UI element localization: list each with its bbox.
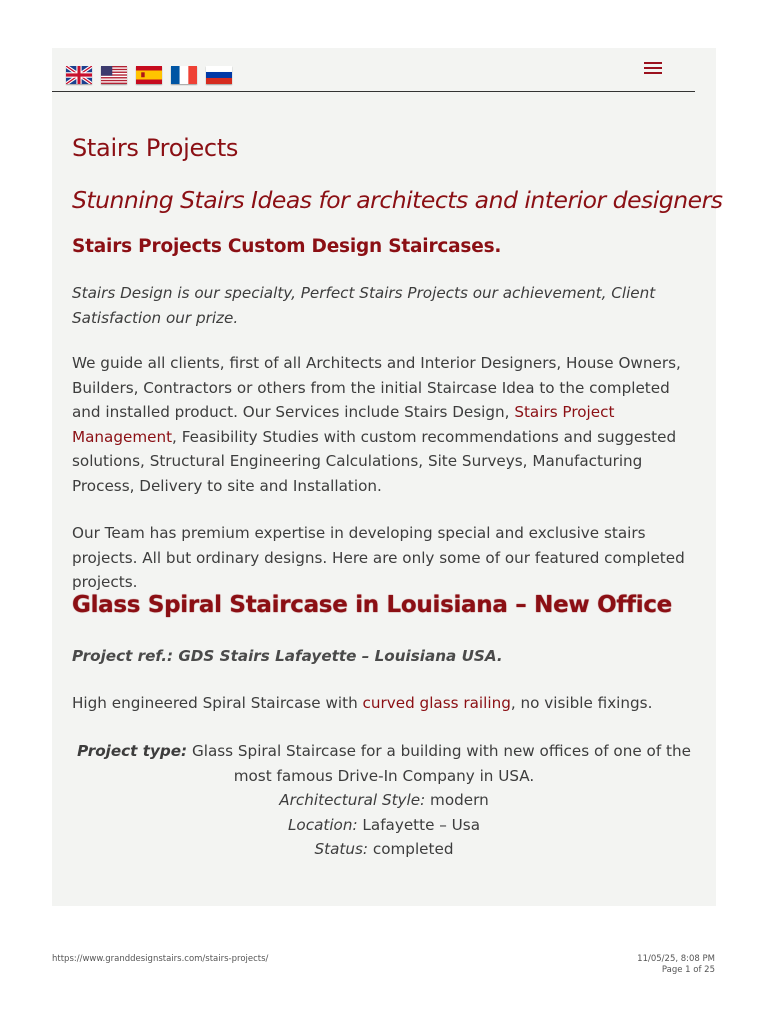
location-label: Location: xyxy=(287,815,358,834)
status-value: completed xyxy=(368,840,454,858)
project-details xyxy=(72,739,696,862)
us-flag-icon[interactable] xyxy=(101,66,127,84)
project-title: Glass Spiral Staircase in Louisiana – New Office xyxy=(72,592,672,618)
project-ref: Project ref.: GDS Stairs Lafayette – Louisiana USA. xyxy=(72,647,503,665)
footer-datetime: 11/05/25, 8:08 PM xyxy=(637,954,715,964)
description-text-end: , no visible fixings. xyxy=(510,694,653,712)
status-label: Status: xyxy=(314,840,369,858)
page-title: Stairs Projects xyxy=(72,134,239,162)
footer-print-info xyxy=(637,954,715,976)
fr-flag-icon[interactable] xyxy=(171,66,197,84)
page-tagline: Stunning Stairs Ideas for architects and interior designers xyxy=(72,186,723,214)
intro-paragraph: Stairs Design is our specialty, Perfect Stairs Projects our achievement, Client Satisfaction our prize. xyxy=(72,284,656,327)
stairs-project-management-link[interactable]: Stairs Project Management xyxy=(72,403,615,446)
page-subtitle: Stairs Projects Custom Design Staircases. xyxy=(72,236,502,257)
curved-glass-railing-link[interactable]: curved glass railing xyxy=(362,694,511,712)
project-description xyxy=(72,691,652,716)
architectural-style-value: modern xyxy=(425,791,489,809)
description-text-start: High engineered Spiral Staircase with xyxy=(72,694,363,712)
header-bar xyxy=(52,48,695,92)
architectural-style-label: Architectural Style: xyxy=(279,791,426,809)
uk-flag-icon[interactable] xyxy=(66,66,92,84)
services-text-end: , Feasibility Studies with custom recommendations and suggested solutions, Structural Engineering Calculations, Site Surveys, Manufacturing Process, Delivery to site and Installation. xyxy=(72,427,677,495)
hamburger-menu-icon[interactable] xyxy=(644,62,662,78)
services-paragraph xyxy=(72,351,696,498)
project-type-label: Project type: xyxy=(77,742,188,760)
ru-flag-icon[interactable] xyxy=(206,66,232,84)
team-paragraph: Our Team has premium expertise in developing special and exclusive stairs projects. All but ordinary designs. Here are only some of our featured completed projects. xyxy=(72,524,685,591)
location-value: Lafayette – Usa xyxy=(357,815,481,834)
services-text-start: We guide all clients, first of all Architects and Interior Designers, House Owners, Builders, Contractors or others from the initial Staircase Idea to the completed and installed product. Our Services include Stairs Design, xyxy=(72,354,681,421)
es-flag-icon[interactable] xyxy=(136,66,162,84)
project-type-value: Glass Spiral Staircase for a building with new offices of one of the most famous Drive-In Company in USA. xyxy=(187,742,691,785)
language-flags xyxy=(66,66,232,84)
footer-url: https://www.granddesignstairs.com/stairs-projects/ xyxy=(52,954,269,964)
footer-page-number: Page 1 of 25 xyxy=(661,965,715,975)
